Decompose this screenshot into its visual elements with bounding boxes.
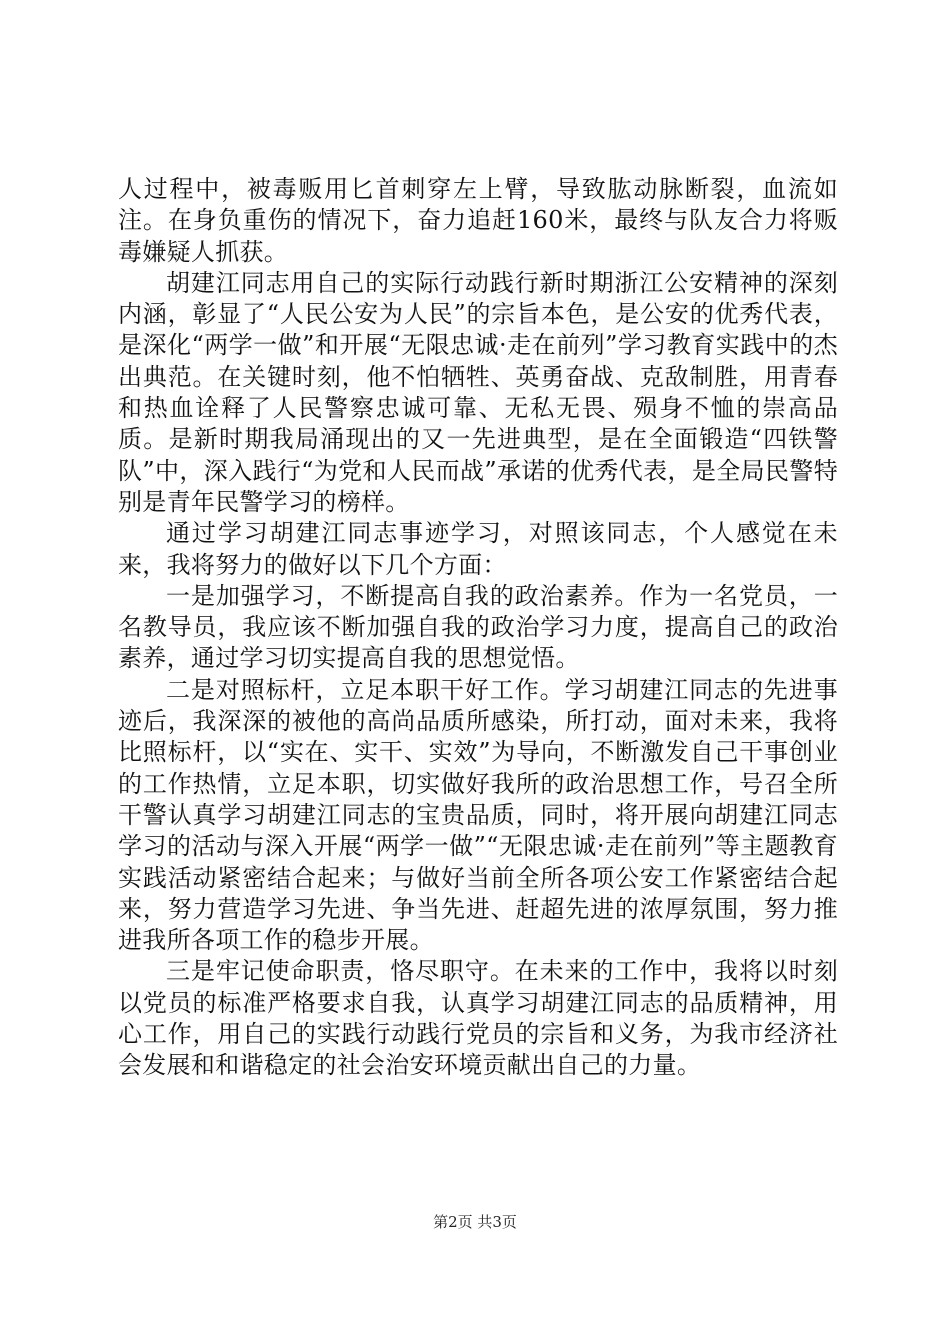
document-body: [118, 174, 838, 1082]
paragraph-continuation: 人过程中，被毒贩用匕首刺穿左上臂，导致肱动脉断裂，血流如注。在身负重伤的情况下，奋力追赶160米，最终与队友合力将贩毒嫌疑人抓获。: [118, 175, 838, 266]
page-number-footer: 第2页 共3页: [433, 1213, 517, 1231]
paragraph-point-three: 三是牢记使命职责，恪尽职守。在未来的工作中，我将以时刻以党员的标准严格要求自我，认真学习胡建江同志的品质精神，用心工作，用自己的实践行动践行党员的宗旨和义务，为我市经济社会发展和和谐稳定的社会治安环境贡献出自己的力量。: [118, 957, 838, 1080]
paragraph-point-two: 二是对照标杆，立足本职干好工作。学习胡建江同志的先进事迹后，我深深的被他的高尚品质所感染，所打动，面对未来，我将比照标杆，以“实在、实干、实效”为导向，不断激发自己干事创业的工作热情，立足本职，切实做好我所的政治思想工作，号召全所干警认真学习胡建江同志的宝贵品质，同时，将开展向胡建江同志学习的活动与深入开展“两学一做”“无限忠诚·走在前列”等主题教育实践活动紧密结合起来；与做好当前全所各项公安工作紧密结合起来，努力营造学习先进、争当先进、赶超先进的浓厚氛围，努力推进我所各项工作的稳步开展。: [118, 675, 838, 955]
paragraph-learning-intro: 通过学习胡建江同志事迹学习，对照该同志，个人感觉在未来，我将努力的做好以下几个方面：: [118, 519, 838, 579]
paragraph-point-one: 一是加强学习，不断提高自我的政治素养。作为一名党员，一名教导员，我应该不断加强自我的政治学习力度，提高自己的政治素养，通过学习切实提高自我的思想觉悟。: [118, 581, 838, 673]
paragraph-hu-jianjiang-tribute: 胡建江同志用自己的实际行动践行新时期浙江公安精神的深刻内涵，彰显了“人民公安为人民”的宗旨本色，是公安的优秀代表，是深化“两学一做”和开展“无限忠诚·走在前列”学习教育实践中的杰出典范。在关键时刻，他不怕牺牲、英勇奋战、克敌制胜，用青春和热血诠释了人民警察忠诚可靠、无私无畏、殒身不恤的崇高品质。是新时期我局涌现出的又一先进典型，是在全面锻造“四铁警队”中，深入践行“为党和人民而战”承诺的优秀代表，是全局民警特别是青年民警学习的榜样。: [118, 268, 838, 516]
